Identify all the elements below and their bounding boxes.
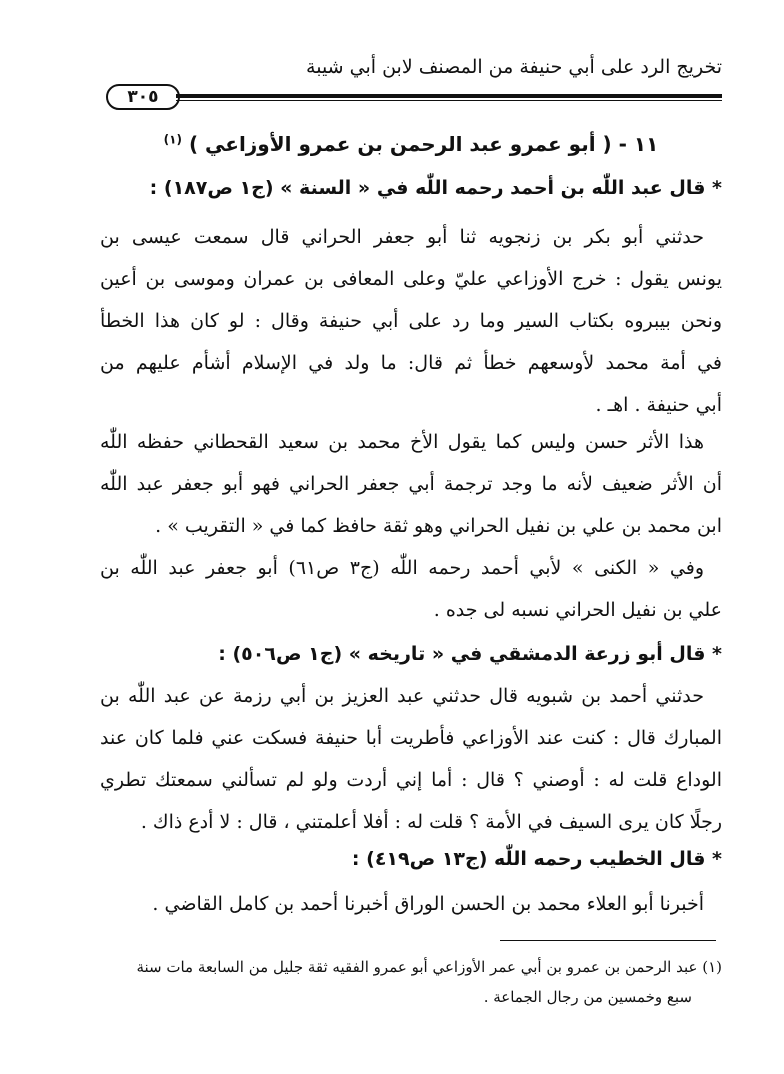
section-heading-1: * قال عبد اللّٰه بن أحمد رحمه اللّٰه في « السنة » (ج١ ص١٨٧) : — [149, 177, 722, 199]
paragraph-line: رجلًا كان يرى السيف في الأمة ؟ قلت له : أفلا أعلمتني ، قال : لا أدع ذاك . — [140, 811, 722, 833]
paragraph-line: يونس يقول : خرج الأوزاعي عليّ وعلى المعافى بن عمران وموسى بن أعين — [100, 268, 722, 290]
entry-heading-text: ١١ - ( أبو عمرو عبد الرحمن بن عمرو الأوزاعي ) — [188, 132, 659, 156]
page-number: ٣٠٥ — [106, 84, 180, 110]
section-heading-2: * قال أبو زرعة الدمشقي في « تاريخه » (ج١ ص٥٠٦) : — [218, 643, 722, 665]
header-rule — [106, 84, 722, 108]
paragraph-line: حدثني أحمد بن شبويه قال حدثني عبد العزيز بن أبي رزمة عن عبد اللّٰه بن — [100, 685, 704, 707]
running-header-title: تخريج الرد على أبي حنيفة من المصنف لابن أبي شيبة — [306, 56, 722, 78]
section-heading-3: * قال الخطيب رحمه اللّٰه (ج١٣ ص٤١٩) : — [351, 848, 722, 870]
header-rule-thick — [176, 94, 722, 98]
footnote-separator — [500, 940, 716, 941]
paragraph-line: علي بن نفيل الحراني نسبه لى جده . — [433, 599, 722, 621]
paragraph-line: الوداع قلت له : أوصني ؟ قال : أما إني أردت ولو لم تسألني سمعتك تطري — [100, 769, 722, 791]
paragraph-line: أن الأثر ضعيف لأنه ما وجد ترجمة أبي جعفر الحراني فهو أبو جعفر عبد اللّٰه — [100, 473, 722, 495]
entry-heading — [100, 132, 722, 156]
paragraph-line: ابن محمد بن علي بن نفيل الحراني وهو ثقة حافظ كما في « التقريب » . — [155, 515, 722, 537]
footnote-reference: (١) — [163, 132, 182, 147]
paragraph-line: المبارك قال : كنت عند الأوزاعي فأطريت أبا حنيفة فسكت عني فلما كان عند — [100, 727, 722, 749]
header-rule-thin — [176, 100, 722, 101]
paragraph-line: ونحن بيبروه بكتاب السير وما رد على أبي حنيفة وقال : لو كان هذا الخطأ — [100, 310, 722, 332]
paragraph-line: وفي « الكنى » لأبي أحمد رحمه اللّٰه (ج٣ ص٦١) أبو جعفر عبد اللّٰه بن — [100, 557, 705, 579]
paragraph-line: حدثني أبو بكر بن زنجويه ثنا أبو جعفر الحراني قال سمعت عيسى بن — [100, 226, 704, 248]
footnote-line: (١) عبد الرحمن بن عمرو بن أبي عمر الأوزاعي أبو عمرو الفقيه ثقة جليل من السابعة مات سنة — [136, 958, 722, 976]
footnote-line: سبع وخمسين من رجال الجماعة . — [483, 988, 692, 1006]
paragraph-line: هذا الأثر حسن وليس كما يقول الأخ محمد بن سعيد القحطاني حفظه اللّٰه — [100, 431, 704, 453]
paragraph-line: أبي حنيفة . اهـ . — [595, 394, 722, 416]
paragraph-line: في أمة محمد لأوسعهم خطأ ثم قال: ما ولد في الإسلام أشأم عليهم من — [100, 352, 722, 374]
paragraph-line: أخبرنا أبو العلاء محمد بن الحسن الوراق أخبرنا أحمد بن كامل القاضي . — [152, 893, 704, 915]
